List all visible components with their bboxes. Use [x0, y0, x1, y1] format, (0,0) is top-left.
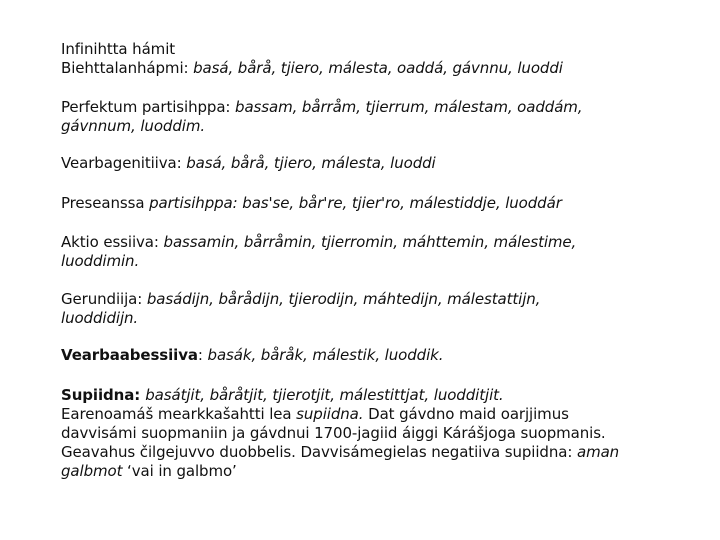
infinitive-forms: basá, bårå, tjiero, málesta, oaddá, gávnnu, luoddi	[193, 59, 563, 77]
gerund-line-1	[61, 290, 671, 309]
supine-line2-c: Dat gávdno maid oarjjimus	[363, 405, 569, 423]
abessive-label: Vearbaabessiiva	[61, 346, 198, 364]
abessive-colon: :	[197, 346, 208, 364]
verbal-genitive-forms: basá, bårå, tjiero, málesta, luoddi	[186, 154, 436, 172]
supine-line-3: davvisámi suopmaniin ja gávdnui 1700-jagiid áiggi Kárášjoga suopmanis.	[61, 424, 606, 442]
supine-line4-a: Geavahus čilgejuvvo duobbelis. Davvisámegielas negatiiva supiidna:	[61, 443, 577, 461]
section-title: Infinihtta hámit	[61, 40, 176, 58]
verbal-genitive-section	[61, 154, 671, 173]
infinitive-line	[61, 59, 671, 78]
supine-line-5	[61, 462, 671, 481]
perfect-line-1	[61, 98, 671, 117]
present-forms: bas'se, bår're, tjier'ro, málestiddje, luoddár	[242, 194, 562, 212]
present-label: Preseanssa	[61, 194, 150, 212]
actio-forms-1: bassamin, bårråmin, tjierromin, máhttemin, málestime,	[163, 233, 577, 251]
infinitive-label: Biehttalanhápmi:	[61, 59, 194, 77]
abessive-forms: basák, båråk, málestik, luoddik.	[207, 346, 444, 364]
supine-section	[61, 386, 671, 481]
actio-label: Aktio essiiva:	[61, 233, 164, 251]
perfect-forms-2: gávnnum, luoddim.	[61, 117, 206, 135]
actio-forms-2: luoddimin.	[61, 252, 140, 270]
abessive-section	[61, 346, 671, 365]
present-label-italic: partisihppa:	[149, 194, 243, 212]
infinitive-section	[61, 40, 671, 78]
supine-line5-a: galbmot	[61, 462, 123, 480]
supine-line2-a: Earenoamáš mearkkašahtti lea	[61, 405, 297, 423]
supine-label: Supiidna:	[61, 386, 146, 404]
gerund-line-2	[61, 309, 671, 328]
supine-line5-b: ‘vai in galbmo’	[122, 462, 237, 480]
supine-line-1	[61, 386, 671, 405]
actio-line-2	[61, 252, 671, 271]
supine-forms: basátjit, båråtjit, tjierotjit, málestittjat, luodditjit.	[145, 386, 504, 404]
supine-line2-b: supiidna.	[296, 405, 364, 423]
supine-line4-b: aman	[576, 443, 620, 461]
perfect-label: Perfektum partisihppa:	[61, 98, 236, 116]
gerund-forms-1: basádijn, bårådijn, tjierodijn, máhtedijn, málestattijn,	[146, 290, 541, 308]
supine-line-4	[61, 443, 671, 462]
verbal-genitive-label: Vearbagenitiiva:	[61, 154, 187, 172]
actio-essive-section	[61, 233, 671, 271]
perfect-participle-section	[61, 98, 671, 136]
gerund-forms-2: luoddidijn.	[61, 309, 139, 327]
perfect-line-2	[61, 117, 671, 136]
present-participle-section	[61, 194, 671, 213]
perfect-forms-1: bassam, bårråm, tjierrum, málestam, oaddám,	[235, 98, 583, 116]
gerund-label: Gerundiija:	[61, 290, 147, 308]
actio-line-1	[61, 233, 671, 252]
gerund-section	[61, 290, 671, 328]
supine-line-2	[61, 405, 671, 424]
